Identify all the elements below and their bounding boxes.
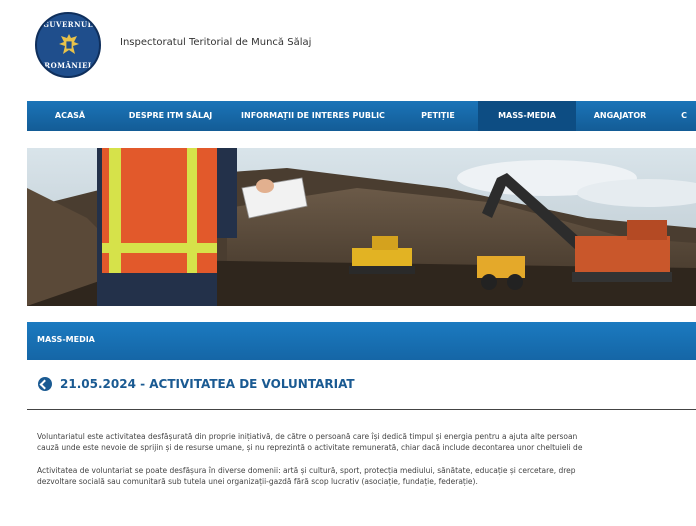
main-nav [27,101,696,131]
site-title[interactable]: Inspectoratul Teritorial de Muncă Sălaj [120,37,312,48]
logo-bottom-text: ROMÂNIEI [44,61,92,70]
nav-public-info[interactable]: INFORMAȚII DE INTERES PUBLIC [241,111,385,120]
eagle-icon [57,32,81,58]
nav-employer[interactable]: ANGAJATOR [593,111,647,120]
paragraph-1-line-2: cauză unde este nevoie de sprijin și de resurse umane, și nu reprezintă o activitate remunerată, chiar dacă include decontarea unor cheltuieli de [37,443,583,452]
logo-top-text: GUVERNUL [42,20,94,29]
title-divider [27,409,696,410]
mining-scene-image [27,148,696,306]
hero-banner [27,148,696,306]
back-arrow-icon[interactable] [38,377,52,391]
section-label: MASS-MEDIA [37,335,95,344]
nav-mass-media[interactable]: MASS-MEDIA [478,101,576,131]
site-header [0,0,696,100]
paragraph-2-line-1: Activitatea de voluntariat se poate desfășura în diverse domenii: artă și cultură, sport, protecția mediului, sănătate, educație și cercetare, drep [37,466,576,475]
paragraph-1-line-1: Voluntariatul este activitatea desfășurată din proprie inițiativă, de către o persoană care își dedică timpul și energia pentru a ajuta alte persoan [37,432,578,441]
nav-petition[interactable]: PETIȚIE [421,111,455,120]
government-logo[interactable] [35,12,101,78]
paragraph-2-line-2: dezvoltare socială sau comunitară sub tutela unei organizații-gazdă fără scop lucrativ (asociație, fundație, federație). [37,477,478,486]
section-header-bar [27,322,696,360]
nav-home[interactable]: ACASĂ [54,111,86,120]
article-title: 21.05.2024 - ACTIVITATEA DE VOLUNTARIAT [60,377,355,391]
nav-about[interactable]: DESPRE ITM SĂLAJ [128,111,213,120]
nav-more[interactable]: C [681,111,687,120]
